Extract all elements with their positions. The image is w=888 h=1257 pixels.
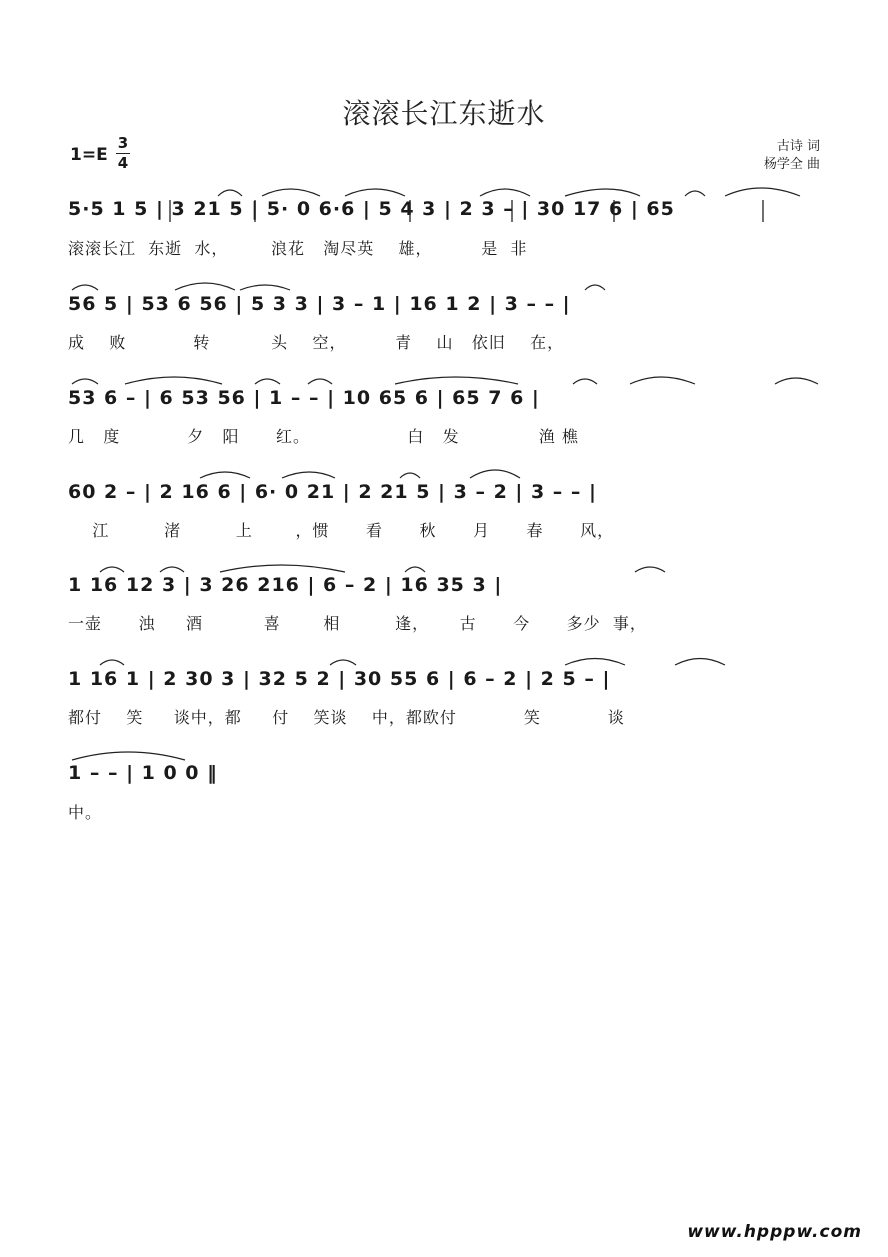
- slur-mark: [573, 379, 597, 384]
- slur-mark: [255, 379, 280, 384]
- slur-mark: [685, 191, 705, 196]
- meter-top: 3: [117, 134, 129, 152]
- slur-mark: [262, 189, 320, 196]
- slur-mark: [630, 377, 695, 384]
- lyrics-line: 都付 笑 谈中，都 付 笑谈 中，都欧付 笑 谈: [68, 708, 625, 727]
- slur-mark: [125, 377, 222, 384]
- notes-line: 53 6 – | 6 53 56 | 1 – – | 10 65 6 | 65 7 6 |: [68, 387, 540, 409]
- slur-mark: [400, 473, 420, 478]
- lyrics-line: 江 渚 上 ，惯 看 秋 月 春 风，: [68, 521, 615, 540]
- slur-mark: [635, 567, 665, 572]
- time-signature: [116, 135, 130, 172]
- slur-mark: [308, 379, 332, 384]
- slur-mark: [480, 189, 530, 196]
- notes-line: 1 16 12 3 | 3 26 216 | 6 – 2 | 16 35 3 |: [68, 574, 503, 596]
- slur-mark: [345, 189, 405, 196]
- slur-mark: [565, 189, 640, 196]
- slur-mark: [72, 379, 98, 384]
- slur-mark: [330, 660, 356, 665]
- key-signature: 1=E: [70, 145, 108, 165]
- slur-mark: [100, 567, 124, 572]
- slur-mark: [395, 377, 518, 384]
- notes-line: 5·5 1 5 | 3 21 5 | 5· 0 6·6 | 5 4 3 | 2 3 – | 30 17 6 | 65: [68, 198, 675, 220]
- slur-mark: [175, 283, 235, 290]
- slur-mark: [160, 567, 184, 572]
- slur-mark: [100, 660, 124, 665]
- slur-mark: [565, 659, 625, 666]
- slur-mark: [200, 472, 250, 478]
- slur-mark: [282, 472, 335, 478]
- notes-line: 60 2 – | 2 16 6 | 6· 0 21 | 2 21 5 | 3 – 2 | 3 – – |: [68, 481, 597, 503]
- lyrics-line: 一壶 浊 酒 喜 相 逢， 古 今 多少 事，: [68, 614, 647, 633]
- lyrics-line: 中。: [68, 803, 103, 822]
- lyrics-line: 滚滚长江 东逝 水， 浪花 淘尽英 雄， 是 非: [68, 239, 528, 258]
- notes-line: 1 16 1 | 2 30 3 | 32 5 2 | 30 55 6 | 6 – 2 | 2 5 – |: [68, 668, 611, 690]
- slur-mark: [775, 378, 818, 384]
- notes-line: 56 5 | 53 6 56 | 5 3 3 | 3 – 1 | 16 1 2 | 3 – – |: [68, 293, 571, 315]
- slur-mark: [220, 565, 345, 572]
- site-watermark: www.hpppw.com: [687, 1222, 862, 1242]
- slur-mark: [470, 470, 520, 478]
- slur-mark: [72, 752, 185, 760]
- composer-credit: 杨学全 曲: [763, 157, 820, 172]
- song-title: 滚滚长江东逝水: [342, 97, 546, 130]
- notes-line: 1 – – | 1 0 0 ‖: [68, 762, 218, 784]
- meter-bottom: 4: [117, 154, 129, 172]
- lyricist-credit: 古诗 词: [776, 139, 820, 154]
- slur-mark: [405, 567, 425, 572]
- slur-mark: [72, 285, 98, 290]
- slur-mark: [725, 188, 800, 196]
- lyrics-line: 几 度 夕 阳 红。 白 发 渔 樵: [68, 427, 579, 446]
- slur-mark: [218, 190, 242, 196]
- lyrics-line: 成 败 转 头 空， 青 山 依旧 在，: [68, 333, 565, 352]
- credits: [720, 138, 820, 174]
- slur-mark: [240, 285, 290, 290]
- slur-mark: [585, 285, 605, 290]
- slur-mark: [675, 659, 725, 666]
